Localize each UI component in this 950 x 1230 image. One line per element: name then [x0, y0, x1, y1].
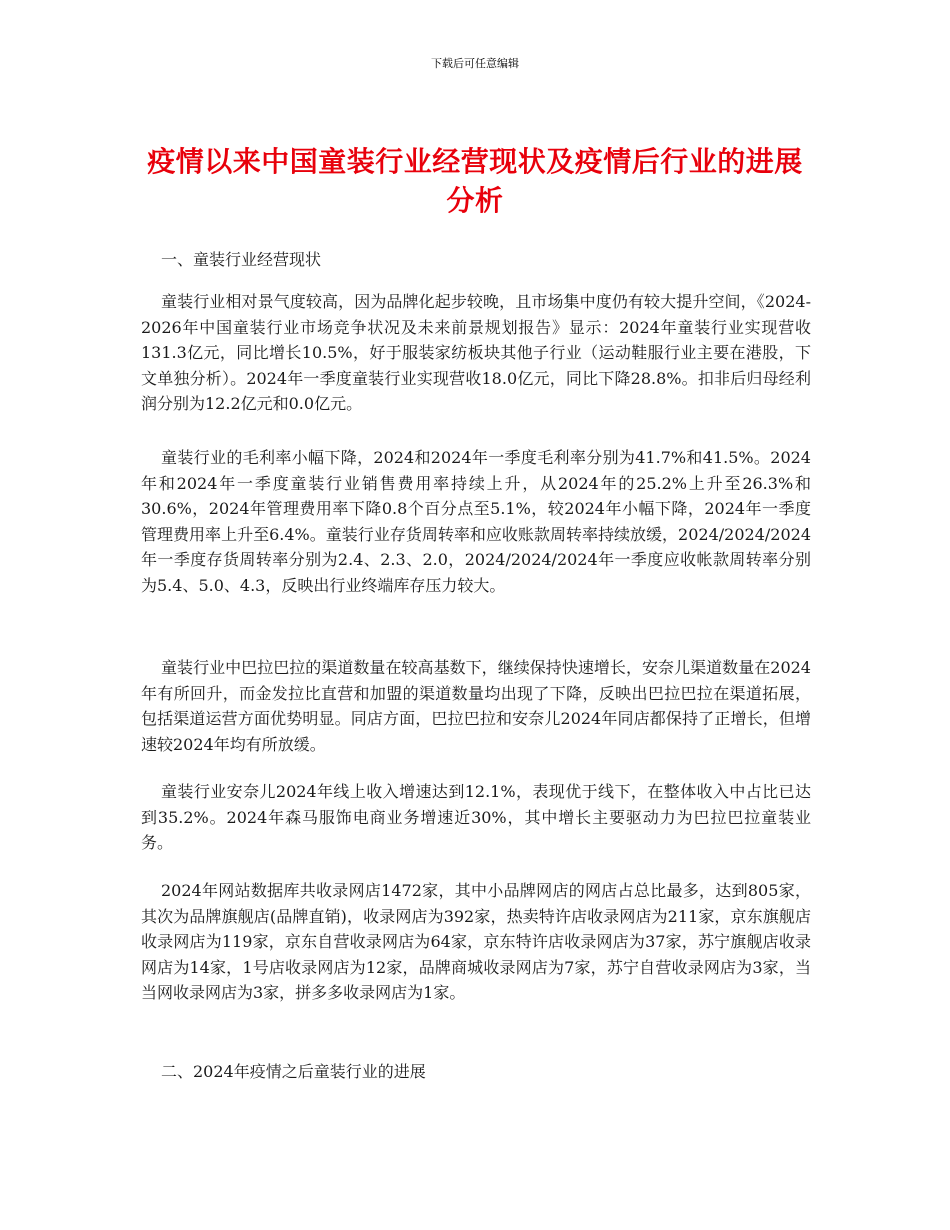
section-1-heading-text: 一、童装行业经营现状	[161, 250, 322, 269]
paragraph-1: 童装行业相对景气度较高，因为品牌化起步较晚，且市场集中度仍有较大提升空间，《2024-2026年中国童装行业市场竞争状况及未来前景规划报告》显示：2024年童装行业实现营收131.3亿元，同比增长10.5%，好于服装家纺板块其他子行业（运动鞋服行业主要在港股，下文单独分析）。2024年一季度童装行业实现营收18.0亿元，同比下降28.8%。扣非后归母经利润分别为12.2亿元和0.0亿元。	[141, 292, 811, 414]
section-2-heading-text: 二、2024年疫情之后童装行业的进展	[161, 1062, 426, 1081]
paragraph-5: 2024年网站数据库共收录网店1472家，其中小品牌网店的网店占总比最多，达到805家，其次为品牌旗舰店(品牌直销)，收录网店为392家，热卖特许店收录网店为211家，京东旗舰店收录网店为119家，京东自营收录网店为64家，京东特许店收录网店为37家，苏宁旗舰店收录网店为14家，1号店收录网店为12家，品牌商城收录网店为7家，苏宁自营收录网店为3家，当当网收录网店为3家，拼多多收录网店为1家。	[141, 881, 811, 1003]
paragraph-3: 童装行业中巴拉巴拉的渠道数量在较高基数下，继续保持快速增长，安奈儿渠道数量在2024年有所回升，而金发拉比直营和加盟的渠道数量均出现了下降，反映出巴拉巴拉在渠道拓展，包括渠道运营方面优势明显。同店方面，巴拉巴拉和安奈儿2024年同店都保持了正增长，但增速较2024年均有所放缓。	[141, 658, 811, 754]
paragraph-4: 童装行业安奈儿2024年线上收入增速达到12.1%，表现优于线下，在整体收入中占比已达到35.2%。2024年森马服饰电商业务增速近30%，其中增长主要驱动力为巴拉巴拉童装业务。	[141, 782, 811, 853]
header-note: 下载后可任意编辑	[431, 57, 519, 70]
section-1-heading	[141, 247, 811, 273]
section-2-heading	[141, 1059, 811, 1085]
paragraph-2: 童装行业的毛利率小幅下降，2024和2024年一季度毛利率分别为41.7%和41.5%。2024年和2024年一季度童装行业销售费用率持续上升，从2024年的25.2%上升至26.3%和30.6%，2024年管理费用率下降0.8个百分点至5.1%，较2024年小幅下降，2024年一季度管理费用率上升至6.4%。童装行业存货周转率和应收账款周转率持续放缓，2024/2024/2024年一季度存货周转率分别为2.4、2.3、2.0，2024/2024/2024年一季度应收帐款周转率分别为5.4、5.0、4.3，反映出行业终端库存压力较大。	[141, 448, 811, 595]
document-title: 疫情以来中国童装行业经营现状及疫情后行业的进展分析	[147, 145, 803, 217]
